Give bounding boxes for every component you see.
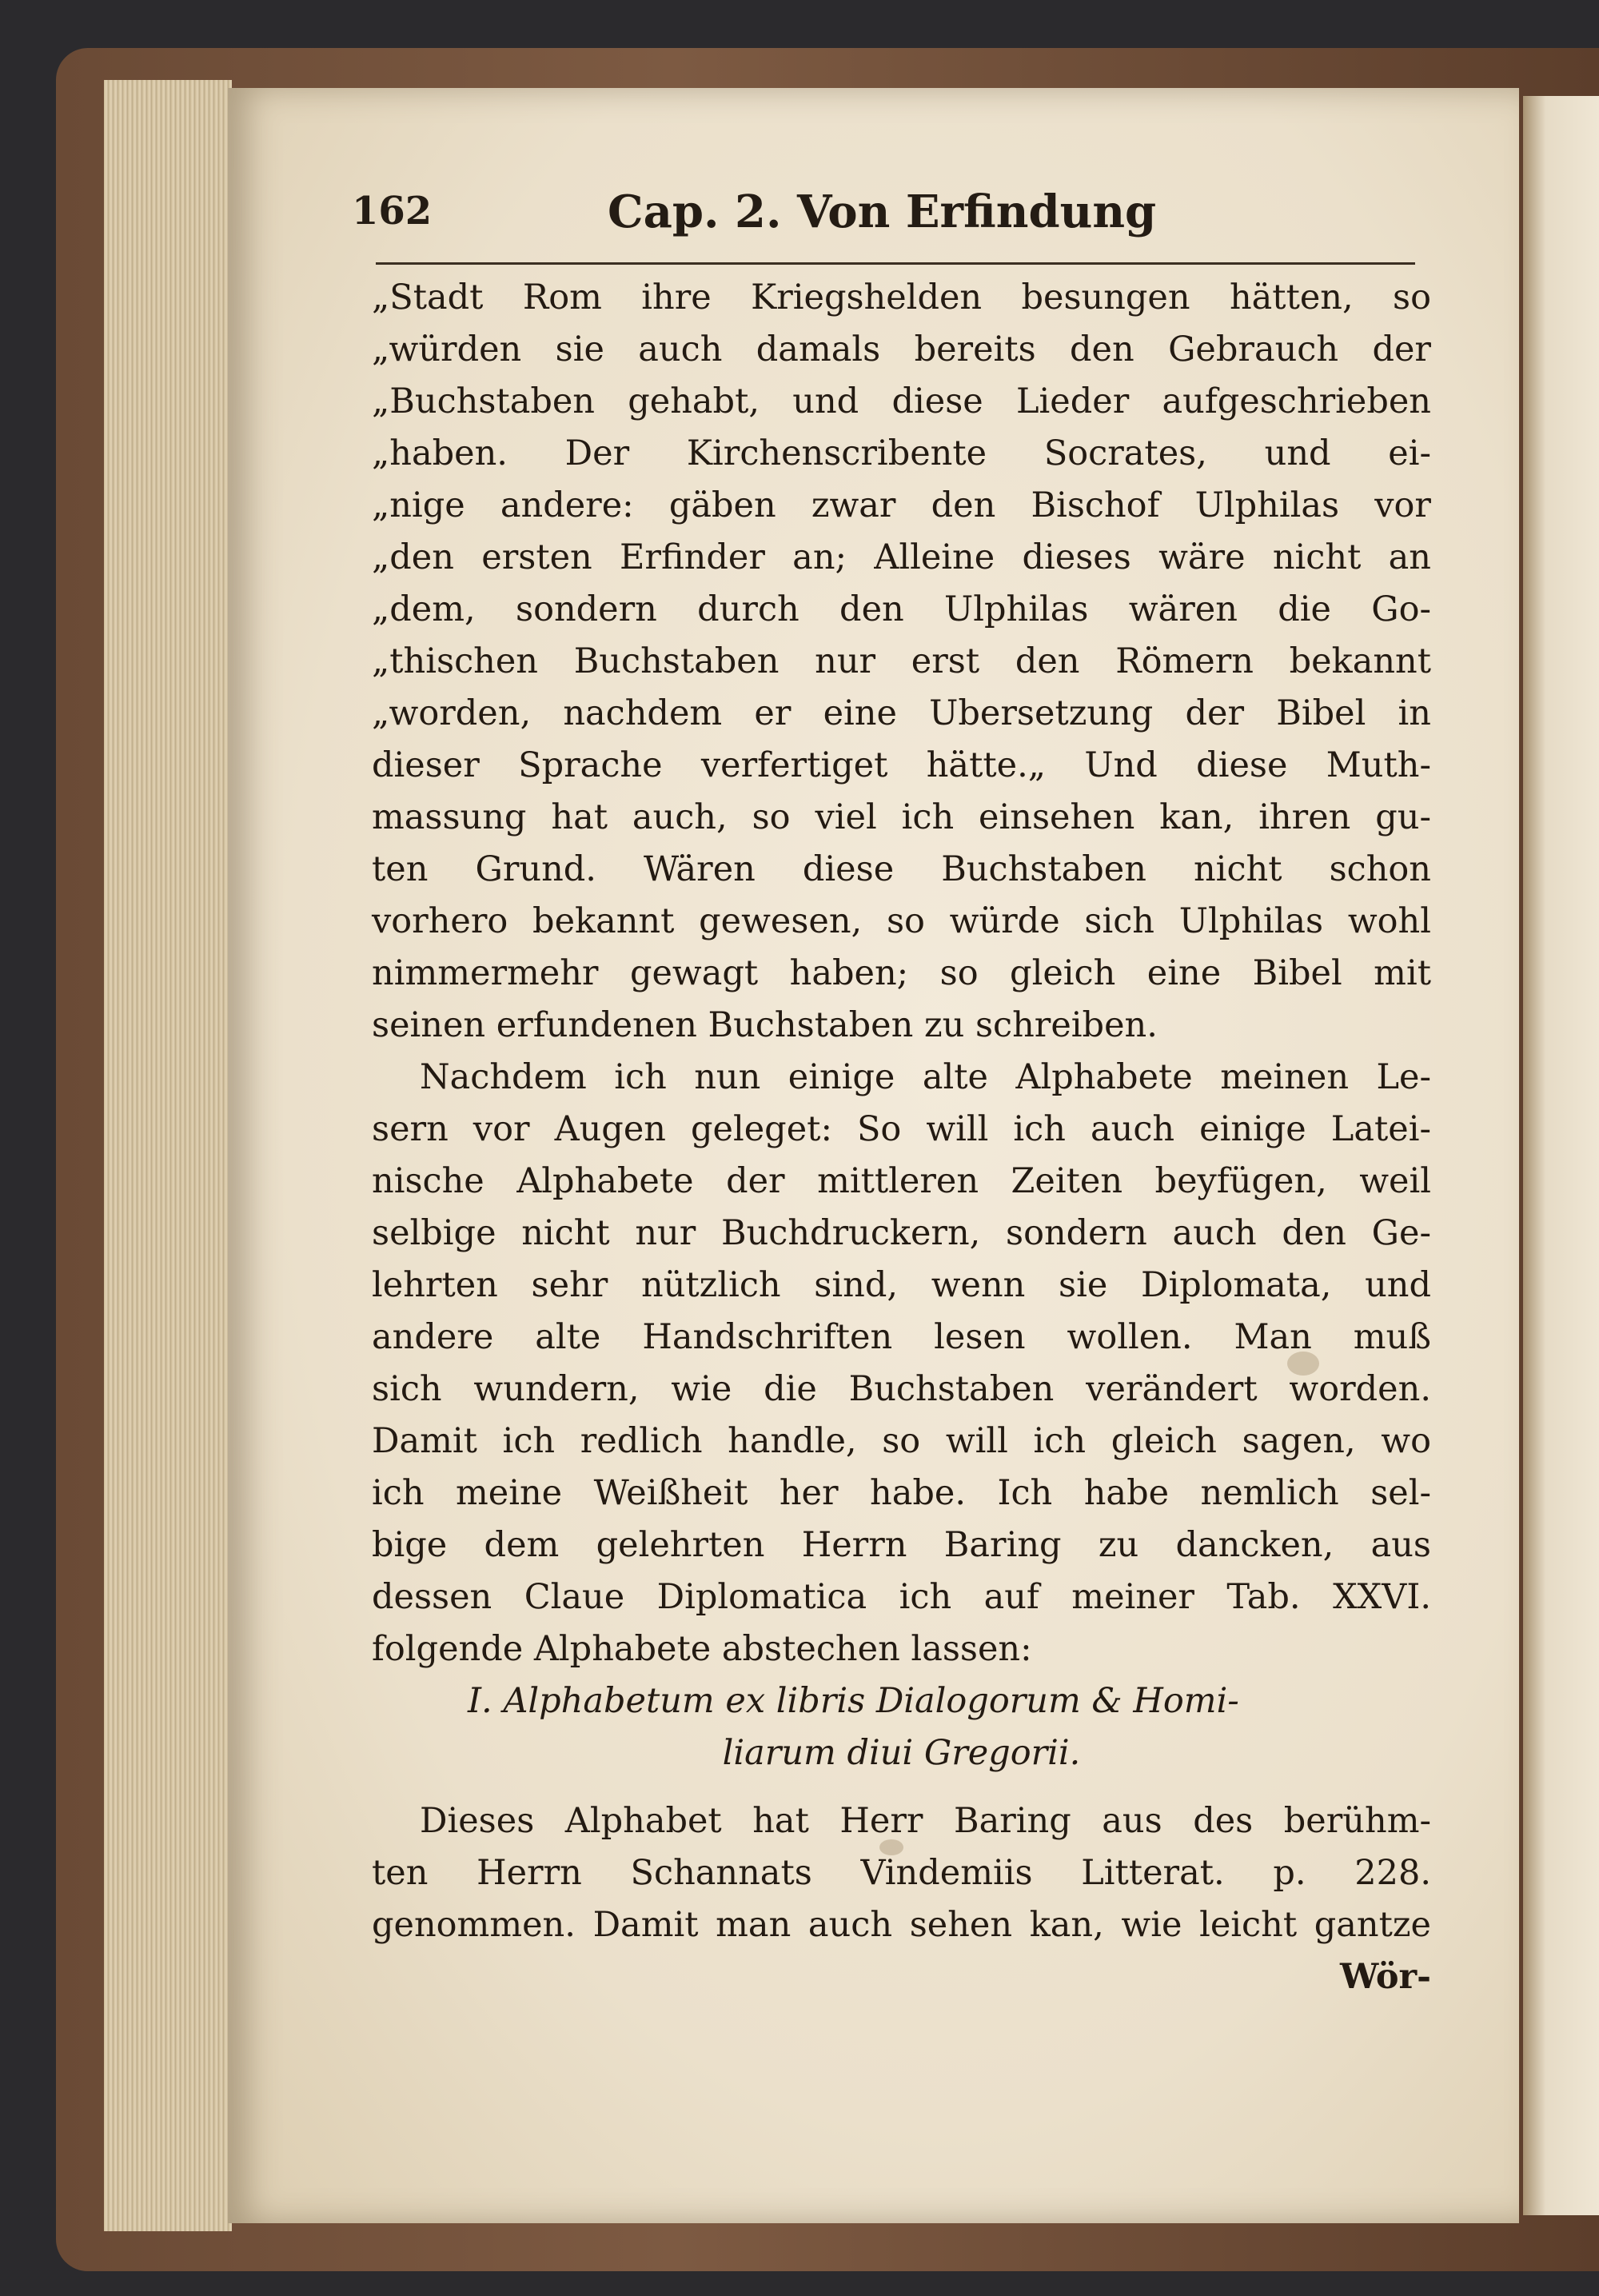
text-line: „Buchstaben gehabt, und diese Lieder aufgeschrieben	[372, 381, 1431, 421]
body-text	[372, 272, 1431, 2003]
text-line: ten Herrn Schannats Vindemiis Litterat. p. 228.	[372, 1853, 1431, 1893]
text-line: selbige nicht nur Buchdruckern, sondern auch den Ge-	[372, 1213, 1431, 1253]
text-line: nische Alphabete der mittleren Zeiten beyfügen, weil	[372, 1161, 1431, 1201]
text-line: nimmermehr gewagt haben; so gleich eine Bibel mit	[372, 953, 1431, 993]
text-line: dieser Sprache verfertiget hätte.„ Und diese Muth-	[372, 745, 1431, 785]
facing-page	[1523, 96, 1599, 2215]
header-rule	[376, 262, 1415, 265]
alphabet-heading-cont: liarum diui Gregorii.	[722, 1733, 1081, 1773]
page-edges	[104, 80, 232, 2231]
text-line: Dieses Alphabet hat Herr Baring aus des berühm-	[420, 1801, 1431, 1841]
text-line: „nige andere: gäben zwar den Bischof Ulphilas vor	[372, 485, 1431, 525]
text-line: seinen erfundenen Buchstaben zu schreiben.	[372, 1005, 1158, 1045]
text-line: folgende Alphabete abstechen lassen:	[372, 1629, 1032, 1669]
text-line: „Stadt Rom ihre Kriegshelden besungen hätten, so	[372, 278, 1431, 317]
text-line: Damit ich redlich handle, so will ich gleich sagen, wo	[372, 1421, 1431, 1461]
text-line: ten Grund. Wären diese Buchstaben nicht schon	[372, 849, 1431, 889]
text-line: „worden, nachdem er eine Ubersetzung der Bibel in	[372, 693, 1431, 733]
text-line: sern vor Augen geleget: So will ich auch einige Latei-	[372, 1109, 1431, 1149]
text-line: bige dem gelehrten Herrn Baring zu dancken, aus	[372, 1525, 1431, 1565]
text-line: Nachdem ich nun einige alte Alphabete meinen Le-	[420, 1057, 1431, 1097]
text-line: sich wundern, wie die Buchstaben verändert worden.	[372, 1369, 1431, 1409]
text-line: massung hat auch, so viel ich einsehen kan, ihren gu-	[372, 797, 1431, 837]
text-line: lehrten sehr nützlich sind, wenn sie Diplomata, und	[372, 1265, 1431, 1305]
alphabet-heading: I. Alphabetum ex libris Dialogorum & Homi-	[468, 1681, 1239, 1721]
text-line: „würden sie auch damals bereits den Gebrauch der	[372, 329, 1431, 369]
text-line: „haben. Der Kirchenscribente Socrates, und ei-	[372, 433, 1431, 473]
text-line: dessen Claue Diplomatica ich auf meiner Tab. XXVI.	[372, 1577, 1431, 1617]
text-line: „thischen Buchstaben nur erst den Römern bekannt	[372, 641, 1431, 681]
text-line: „dem, sondern durch den Ulphilas wären die Go-	[372, 589, 1431, 629]
text-line: andere alte Handschriften lesen wollen. Man muß	[372, 1317, 1431, 1357]
text-line: „den ersten Erfinder an; Alleine dieses wäre nicht an	[372, 537, 1431, 577]
text-line: vorhero bekannt gewesen, so würde sich Ulphilas wohl	[372, 901, 1431, 941]
running-title: Cap. 2. Von Erfindung	[608, 186, 1157, 238]
page-header	[352, 186, 1439, 242]
spacer	[372, 1779, 1431, 1795]
text-line: genommen. Damit man auch sehen kan, wie leicht gantze	[372, 1905, 1431, 1945]
page-number: 162	[352, 189, 433, 234]
text-line: ich meine Weißheit her habe. Ich habe nemlich sel-	[372, 1473, 1431, 1513]
catchword: Wör-	[1340, 1957, 1431, 1997]
